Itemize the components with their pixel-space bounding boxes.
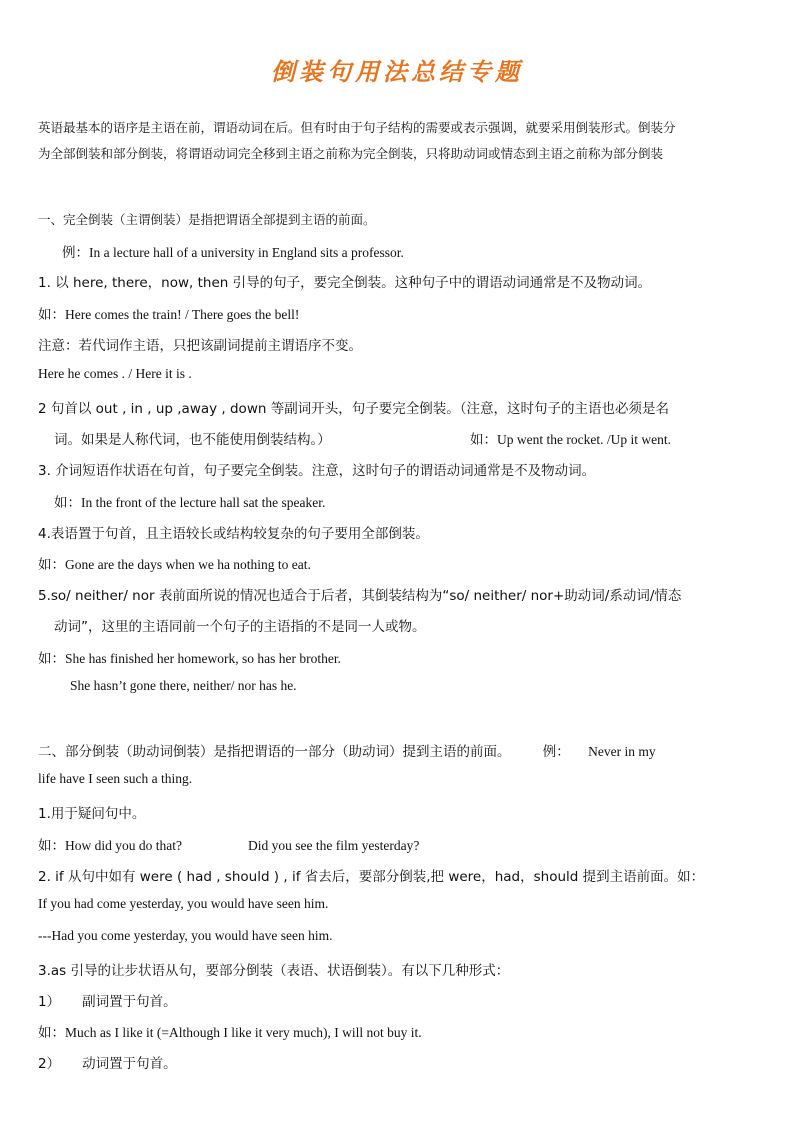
example-text: Here comes the train! / There goes the bell! [65, 307, 300, 322]
section1-heading: 一、完全倒装（主谓倒装）是指把谓语全部提到主语的前面。 [38, 212, 376, 227]
intro-line-1: 英语最基本的语序是主语在前，谓语动词在后。但有时由于句子结构的需要或表示强调，就要采用倒装形式。倒装分 [38, 120, 676, 135]
section2-heading [38, 740, 656, 760]
rule-3: 3. 介词短语作状语在句首，句子要完全倒装。注意，这时句子的谓语动词通常是不及物动词。 [38, 463, 596, 479]
rule-5-example-1 [38, 647, 341, 667]
section1-example [62, 241, 404, 261]
rule-4: 4.表语置于句首，且主语较长或结构较复杂的句子要用全部倒装。 [38, 526, 429, 542]
form-number: 1） [38, 994, 61, 1010]
rule-5-example-2: She hasn’t gone there, neither/ nor has he. [70, 678, 297, 693]
rule-2-example [470, 428, 671, 448]
section2-rule-2-example-1: If you had come yesterday, you would have seen him. [38, 896, 329, 911]
form-text: 副词置于句首。 [82, 994, 177, 1010]
rule-4-example [38, 553, 311, 573]
example-label: 如： [38, 307, 65, 323]
section2-rule-3: 3.as 引导的让步状语从句，要部分倒装（表语、状语倒装）。有以下几种形式： [38, 963, 510, 979]
intro-paragraph [38, 115, 760, 167]
note-example: Here he comes . / Here it is . [38, 366, 192, 381]
example-text: Did you see the film yesterday? [248, 838, 420, 853]
page-title: 倒装句用法总结专题 [271, 57, 523, 86]
form-number: 2） [38, 1056, 61, 1072]
form-2 [38, 1052, 177, 1072]
rule-5-line-1: 5.so/ neither/ nor 表前面所说的情况也适合于后者，其倒装结构为“so/ neither/ nor+助动词/系动词/情态 [38, 588, 682, 604]
intro-line-2: 为全部倒装和部分倒装，将谓语动词完全移到主语之前称为完全倒装，只将助动词或情态到主语之前称为部分倒装 [38, 146, 664, 161]
rule-3-example [54, 491, 325, 511]
section2-rule-1: 1.用于疑问句中。 [38, 806, 146, 822]
example-label: 如： [54, 495, 81, 511]
rule-1-example [38, 303, 299, 323]
rule-1: 1. 以 here, there，now, then 引导的句子，要完全倒装。这种句子中的谓语动词通常是不及物动词。 [38, 275, 652, 291]
example-text: Much as I like it (=Although I like it very much), I will not buy it. [65, 1025, 422, 1040]
note: 注意：若代词作主语，只把该副词提前主谓语序不变。 [38, 338, 362, 354]
example-text: Never in my [588, 744, 656, 759]
section2-rule-1-example [38, 834, 419, 854]
section2-rule-2-example-2: ---Had you come yesterday, you would have seen him. [38, 928, 333, 943]
example-text: In the front of the lecture hall sat the speaker. [81, 495, 326, 510]
example-label: 例： [542, 744, 570, 760]
rule-5-line-2: 动词”，这里的主语同前一个句子的主语指的不是同一人或物。 [54, 619, 426, 635]
section2-example-cont: life have I seen such a thing. [38, 771, 193, 786]
rule-2-line-2: 词。如果是人称代词，也不能使用倒装结构。） [54, 432, 331, 448]
example-text: How did you do that? [65, 838, 182, 853]
example-label: 如： [38, 651, 65, 667]
form-1-example [38, 1021, 422, 1041]
form-text: 动词置于句首。 [82, 1056, 177, 1072]
section2-rule-2: 2. if 从句中如有 were ( had , should ) , if 省去后，要部分倒装,把 were，had，should 提到主语前面。如： [38, 869, 705, 885]
form-1 [38, 990, 177, 1010]
example-label: 如： [38, 557, 65, 573]
rule-2-line-1: 2 句首以 out , in , up ,away , down 等副词开头，句子要完全倒装。（注意，这时句子的主语也必须是名 [38, 401, 669, 417]
example-text: In a lecture hall of a university in England sits a professor. [89, 245, 404, 260]
example-label: 如： [38, 1025, 65, 1041]
example-label: 例： [62, 245, 89, 261]
example-text: 如：Up went the rocket. /Up it went. [470, 432, 671, 447]
example-text: Gone are the days when we ha nothing to eat. [65, 557, 311, 572]
example-label: 如： [38, 838, 65, 854]
section2-heading-text: 二、部分倒装（助动词倒装）是指把谓语的一部分（助动词）提到主语的前面。 [38, 744, 511, 760]
example-text: She has finished her homework, so has her brother. [65, 651, 341, 666]
